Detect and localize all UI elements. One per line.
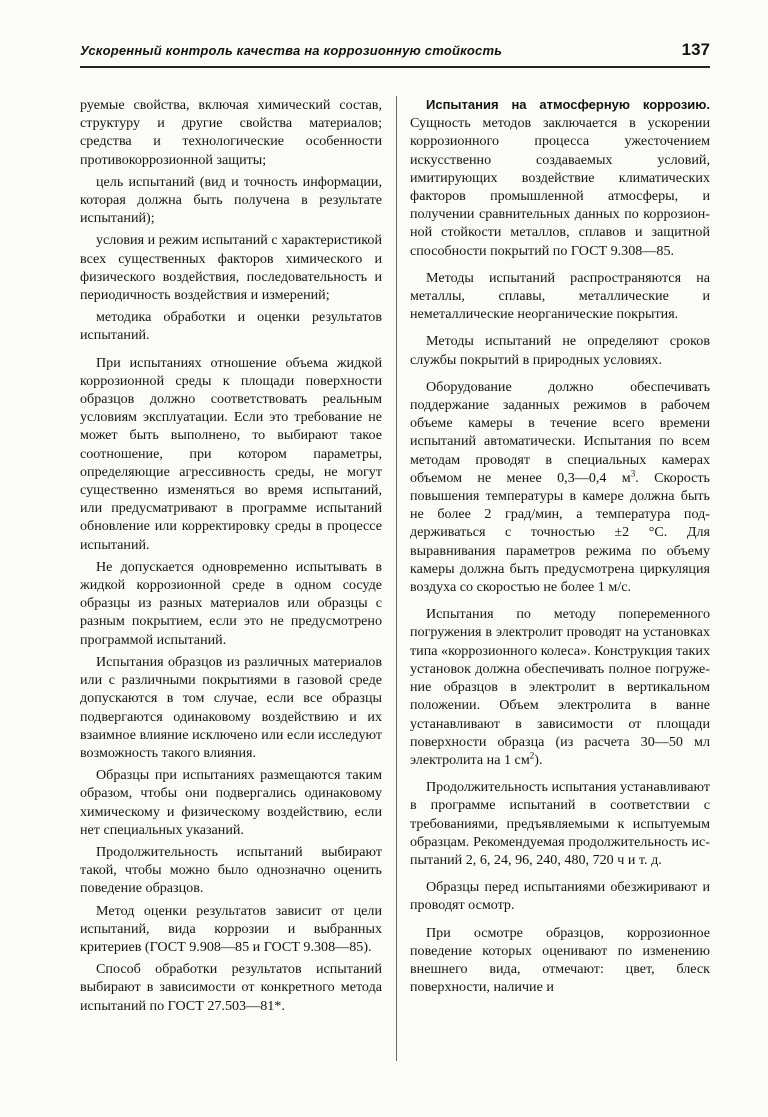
superscript: 2 (529, 750, 535, 761)
column-divider (396, 96, 397, 1061)
running-header-title: Ускоренный контроль качества на коррозионную стойкость (80, 43, 503, 58)
paragraph: цель испытаний (вид и точность информации, которая должна быть получена в результате испытаний); (80, 173, 382, 227)
page-number: 137 (681, 40, 710, 59)
paragraph: Метод оценки результатов зависит от цели испытаний, вида коррозии и выбранных критериев (ГОСТ 9.908—85 и ГОСТ 9.308—85). (80, 902, 382, 955)
paragraph: Способ обработки результатов испытаний выбирают в зависимости от конкретного метода испытаний по ГОСТ 27.503—81*. (80, 961, 382, 1014)
paragraph-text: Оборудование должно обеспечивать поддержание заданных режимов в рабочем объеме камеры в течение всего времени испытаний автоматически. Испытания по всем методам проводят в специальных камерах объемом не менее 0,3—0,4 м (410, 378, 710, 486)
paragraph: При испытаниях отношение объема жидкой коррозионной среды к площади поверхности образцов должно соответствовать реальным условиям эксплуатации. Если это требование не может быть выполнено, то выбирают такое соотношение, при котором параметры, определяющие агрессивность среды, не могут существенно изменяться во время испытаний, или предусматривают в программе испытаний обновление или корректировку среды в процессе испытаний. (80, 354, 382, 553)
paragraph: Образцы перед испытаниями обезжиривают и проводят осмотр. (410, 879, 710, 914)
paragraph: Методы испытаний не определяют сроков службы покрытий в природных условиях. (410, 333, 710, 368)
paragraph: методика обработки и оценки результатов испытаний. (80, 309, 382, 344)
paragraph: условия и режим испытаний с характеристикой всех существенных факторов химического и физического воздействия, последовательность и периодичность воздействия и измерений; (80, 232, 382, 304)
right-column (410, 96, 710, 1000)
paragraph: При осмотре образцов, коррозионное поведение которых оценивают по изменению внешнего вида, отмечают: цвет, блеск поверхности, наличие и (410, 924, 710, 996)
paragraph (410, 378, 710, 596)
paragraph-text: Испытания по методу попеременного погружения в электролит проводят на установках типа «коррозионного колеса». Конструкция таких установок должна обеспечивать полное погружение образцов в электролит в вертикальном положении. Объем электролита в ванне устанавливают в зависимости от площади поверхности образца (из расчета 30—50 мл электролита на 1 см (410, 606, 710, 768)
paragraph (410, 96, 710, 260)
paragraph: Продолжительность испытания устанавливают в программе испытаний в соответствии с требованиями, предъявляемыми к испытуемым образцам. Рекомендуемая продолжительность испытаний 2, 6, 24, 96, 240, 480, 720 ч и т. д. (410, 779, 710, 868)
left-column (80, 96, 382, 1019)
section-heading: Испытания на атмосферную коррозию. (426, 97, 710, 112)
paragraph: Продолжительность испытаний выбирают такой, чтобы можно было однозначно оценить поведение образцов. (80, 843, 382, 897)
running-header (80, 40, 710, 62)
superscript: 3 (630, 468, 636, 479)
paragraph: Не допускается одновременно испытывать в жидкой коррозионной среде в одном сосуде образцы из разных материалов или образцы с разным покрытием, если это не предусмотрено программой испытаний. (80, 558, 382, 648)
paragraph-text: ). (534, 751, 543, 768)
paragraph-text: . Скорость повышения температуры в камере должна быть не более 2 град/мин, а температура поддерживаться с точностью ±2 °С. Для выравнивания параметров режима по объему камеры должна быть предусмотрена циркуляция воздуха со скоростью не более 1 м/с. (410, 469, 710, 596)
paragraph (410, 605, 710, 769)
header-rule (80, 66, 710, 68)
paragraph: Образцы при испытаниях размещаются таким образом, чтобы они подвергались одинаковому химическому и физическому воздействию, если нет специальных указаний. (80, 767, 382, 838)
paragraph: Испытания образцов из различных материалов или с различными покрытиями в газовой среде допускаются в том случае, если все образцы подвергаются одинаковому воздействию и их взаимное влияние исключено или если исследуют возможность такого влияния. (80, 653, 382, 761)
paragraph: Методы испытаний распространяются на металлы, сплавы, металлические и неметаллические неорганические покрытия. (410, 269, 710, 323)
paragraph-text: Сущность методов заключается в ускорении коррозионного процесса ужесточением искусственно создаваемых условий, имитирующих воздействие климатических факторов промышленной атмосферы, и получении сравнительных данных по коррозионной стойкости металлов, сплавов и защитной способности покрытий по ГОСТ 9.308—85. (410, 115, 710, 259)
paragraph: руемые свойства, включая химический состав, структуру и другие свойства материалов; средства и технологические особенности противокоррозионной защиты; (80, 97, 382, 168)
